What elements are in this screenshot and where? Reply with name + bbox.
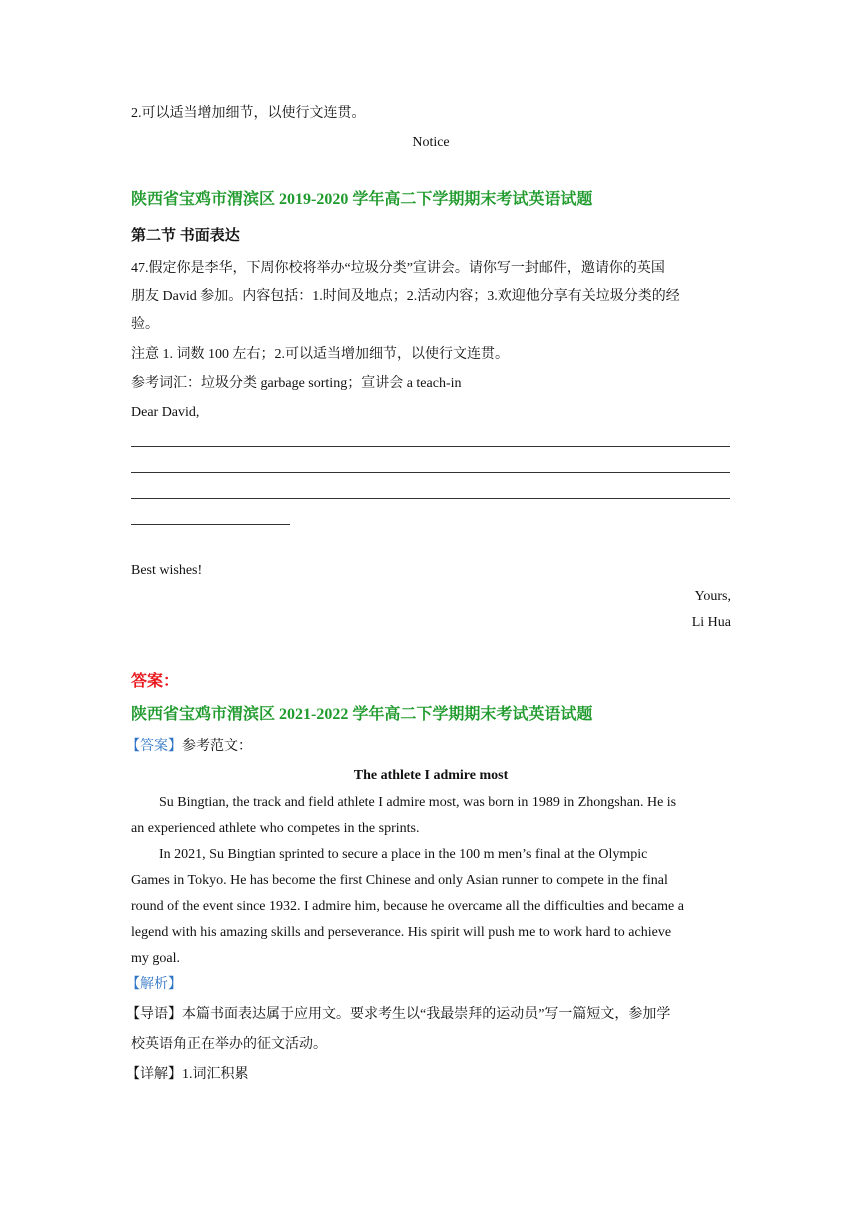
essay-title: The athlete I admire most <box>353 768 509 783</box>
answer-tag-line <box>126 737 726 757</box>
guide-line-2: 校英语角正在举办的征文活动。 <box>131 1037 327 1052</box>
detail-text: 1.词汇积累 <box>182 1067 249 1082</box>
essay-p2-line-3: round of the event since 1932. I admire him, because he overcame all the difficulties and became a <box>131 899 684 914</box>
notice-title: Notice <box>412 135 450 150</box>
signature-yours: Yours, <box>694 589 731 604</box>
essay-p2-line-4: legend with his amazing skills and perseverance. His spirit will push me to work hard to achieve <box>131 925 672 940</box>
prompt-line-1: 47.假定你是李华，下周你校将举办“垃圾分类”宣讲会。请你写一封邮件，邀请你的英国 <box>131 261 665 276</box>
guide-text-1: 本篇书面表达属于应用文。要求考生以“我最崇拜的运动员”写一篇短文，参加学 <box>182 1007 671 1022</box>
section-heading: 第二节 书面表达 <box>131 228 240 244</box>
writing-line <box>131 524 290 525</box>
writing-line <box>131 472 730 473</box>
essay-p2-line-2: Games in Tokyo. He has become the first Chinese and only Asian runner to compete in the final <box>131 873 668 888</box>
essay-p2-line-5: my goal. <box>131 951 180 966</box>
reference-label: 参考范文： <box>182 739 252 754</box>
question-source-heading: 陕西省宝鸡市渭滨区 2019-2020 学年高二下学期期末考试英语试题 <box>131 191 593 208</box>
detail-tag: 【详解】 <box>126 1067 182 1082</box>
signature-name: Li Hua <box>691 615 731 630</box>
answer-source-heading: 陕西省宝鸡市渭滨区 2021-2022 学年高二下学期期末考试英语试题 <box>131 706 593 723</box>
greeting: Dear David, <box>131 405 200 420</box>
detail-line <box>126 1065 726 1085</box>
prompt-line-2: 朋友 David 参加。内容包括：1.时间及地点；2.活动内容；3.欢迎他分享有关垃圾分类的经 <box>131 289 680 304</box>
analysis-tag: 【解析】 <box>126 977 182 992</box>
essay-p1-line-2: an experienced athlete who competes in the sprints. <box>131 821 420 836</box>
guide-line-1 <box>126 1005 726 1025</box>
essay-p2-line-1: In 2021, Su Bingtian sprinted to secure a place in the 100 m men’s final at the Olympic <box>159 847 648 862</box>
writing-line <box>131 446 730 447</box>
prompt-line-3: 验。 <box>131 317 159 332</box>
instruction-line: 2.可以适当增加细节，以使行文连贯。 <box>131 106 366 121</box>
note-line: 注意 1. 词数 100 左右；2.可以适当增加细节，以使行文连贯。 <box>131 347 509 362</box>
answer-tag: 【答案】 <box>126 739 182 754</box>
writing-line <box>131 498 730 499</box>
vocab-line: 参考词汇：垃圾分类 garbage sorting；宣讲会 a teach-in <box>131 376 462 391</box>
closing: Best wishes! <box>131 563 203 578</box>
guide-tag: 【导语】 <box>126 1007 182 1022</box>
answer-heading: 答案： <box>131 673 180 690</box>
essay-p1-line-1: Su Bingtian, the track and field athlete I admire most, was born in 1989 in Zhongshan. He is <box>159 795 677 810</box>
